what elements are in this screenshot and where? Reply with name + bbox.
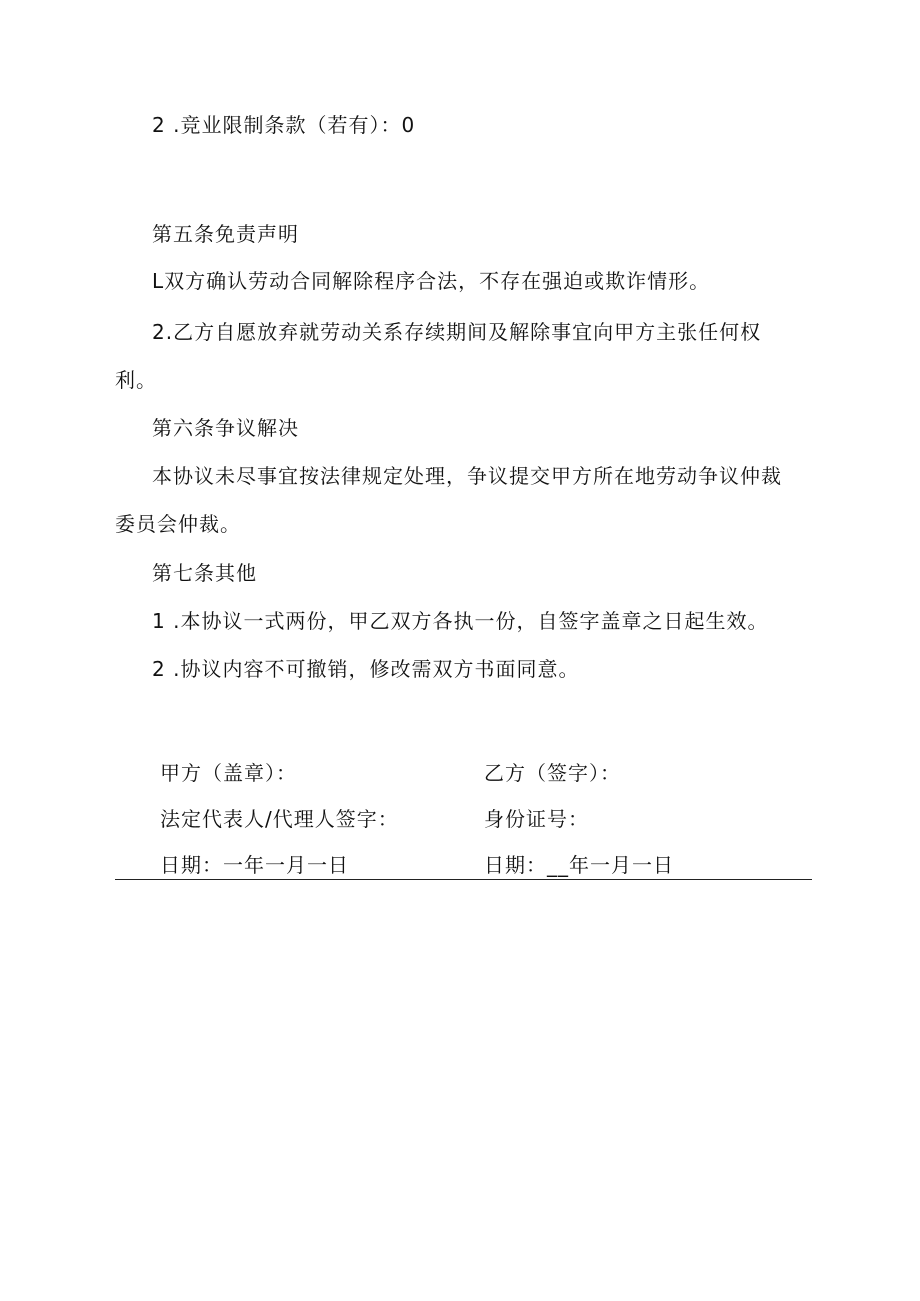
article5-item1: L双方确认劳动合同解除程序合法，不存在强迫或欺诈情形。 (152, 269, 711, 293)
article5-item2-line1: 2.乙方自愿放弃就劳动关系存续期间及解除事宜向甲方主张任何权 (152, 320, 762, 344)
signature-underline (115, 879, 812, 880)
party-b-id-number: 身份证号： (484, 807, 589, 831)
noncompete-clause: 2 .竞业限制条款（若有）：0 (152, 113, 416, 137)
article5-item2-line2: 利。 (115, 368, 157, 392)
party-b-date: 日期：__年一月一日 (484, 853, 674, 877)
article6-title: 第六条争议解决 (152, 416, 299, 440)
article7-item1: 1 .本协议一式两份，甲乙双方各执一份，自签字盖章之日起生效。 (152, 609, 769, 633)
article6-body-line1: 本协议未尽事宜按法律规定处理，争议提交甲方所在地劳动争议仲裁 (152, 464, 782, 488)
article7-item2: 2 .协议内容不可撤销，修改需双方书面同意。 (152, 657, 580, 681)
article6-body-line2: 委员会仲裁。 (115, 512, 241, 536)
party-a-representative: 法定代表人/代理人签字： (160, 807, 399, 831)
article7-title: 第七条其他 (152, 561, 257, 585)
party-b-sign: 乙方（签字）： (484, 761, 621, 785)
party-a-date: 日期：一年一月一日 (160, 853, 349, 877)
article5-title: 第五条免责声明 (152, 222, 299, 246)
party-a-seal: 甲方（盖章）： (160, 761, 297, 785)
